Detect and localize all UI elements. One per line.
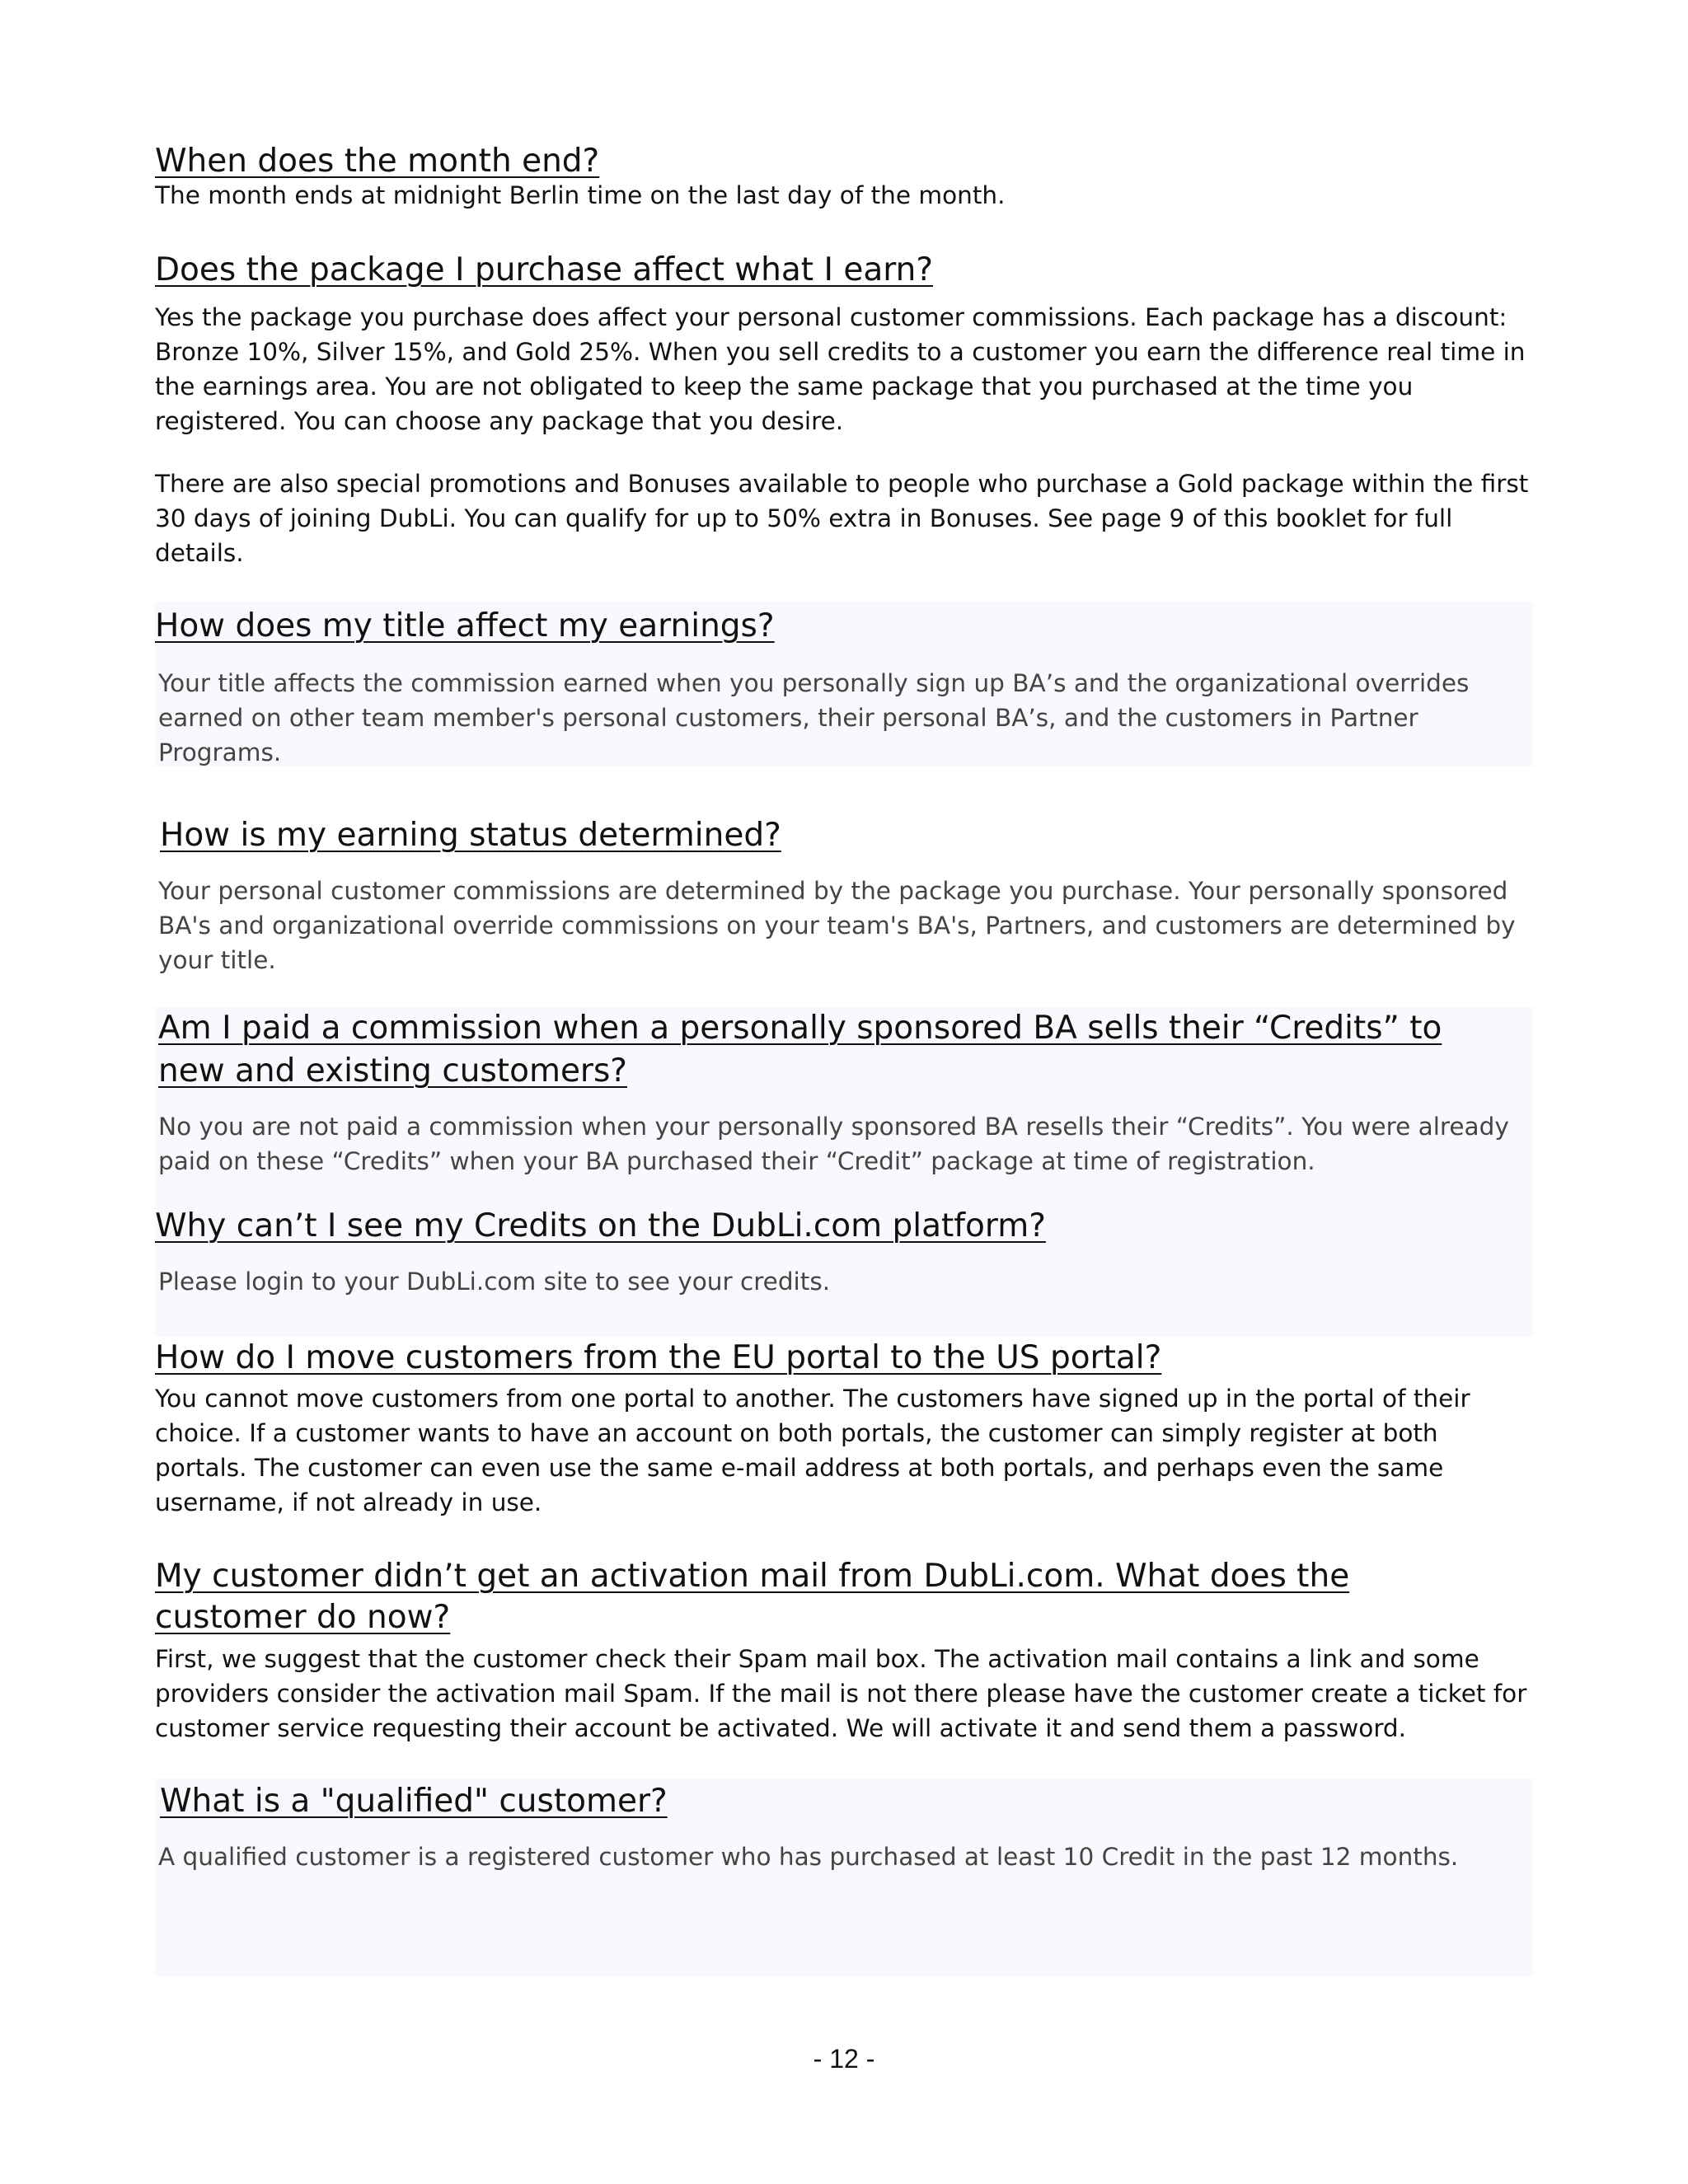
question-heading: What is a "qualified" customer?	[160, 1783, 668, 1820]
answer-text: Yes the package you purchase does affect your personal customer commissions. Each package has a discount: Bronze 10%, Silver 15%, and Gold 25%. When you sell credits to a customer you earn the difference real time in the earnings area. You are not obligated to keep the same package that you purchased at the time you registered. You can choose any package that you desire.	[155, 303, 1526, 435]
question-heading: When does the month end?	[155, 143, 600, 180]
faq-package-earnings	[155, 249, 1533, 570]
faq-month-end	[155, 140, 1533, 213]
answer-text: No you are not paid a commission when your personally sponsored BA resells their “Credits”. You were already paid on these “Credits” when your BA purchased their “Credit” package at time of registration.	[158, 1113, 1509, 1175]
question-heading: How does my title affect my earnings?	[155, 607, 775, 644]
faq-earning-status	[155, 814, 1533, 977]
faq-sponsored-ba-commission	[155, 1007, 1533, 1205]
question-heading: My customer didn’t get an activation mail from DubLi.com. What does the customer do now?	[155, 1558, 1350, 1636]
question-heading: How do I move customers from the EU portal to the US portal?	[155, 1339, 1162, 1376]
answer-text: First, we suggest that the customer check their Spam mail box. The activation mail contains a link and some providers consider the activation mail Spam. If the mail is not there please have the customer create a ticket for customer service requesting their account be activated. We will activate it and send them a password.	[155, 1645, 1527, 1742]
faq-title-earnings	[155, 602, 1533, 766]
question-heading: Does the package I purchase affect what I earn?	[155, 251, 934, 288]
answer-text-2: There are also special promotions and Bonuses available to people who purchase a Gold package within the first 30 days of joining DubLi. You can qualify for up to 50% extra in Bonuses. See page 9 of this booklet for full details.	[155, 470, 1529, 567]
page-number: - 12 -	[813, 2044, 875, 2074]
question-heading: Am I paid a commission when a personally sponsored BA sells their “Credits” to new and existing customers?	[158, 1010, 1442, 1090]
answer-text: Your personal customer commissions are determined by the package you purchase. Your personally sponsored BA's and organizational override commissions on your team's BA's, Partners, and customers are determined by your title.	[158, 877, 1516, 974]
answer-text: Please login to your DubLi.com site to see your credits.	[158, 1268, 831, 1296]
faq-activation-mail	[155, 1556, 1533, 1746]
question-heading: Why can’t I see my Credits on the DubLi.com platform?	[155, 1207, 1046, 1244]
faq-credits-platform	[155, 1205, 1533, 1337]
answer-text: Your title affects the commission earned when you personally sign up BA’s and the organizational overrides earned on other team member's personal customers, their personal BA’s, and the customers in Partner Programs.	[158, 669, 1470, 766]
answer-text: A qualified customer is a registered customer who has purchased at least 10 Credit in the past 12 months.	[158, 1843, 1459, 1871]
faq-move-customers	[155, 1337, 1533, 1520]
question-heading: How is my earning status determined?	[160, 817, 781, 854]
answer-text: You cannot move customers from one portal to another. The customers have signed up in the portal of their choice. If a customer wants to have an account on both portals, the customer can simply register at both portals. The customer can even use the same e-mail address at both portals, and perhaps even the same username, if not already in use.	[155, 1385, 1470, 1516]
answer-text: The month ends at midnight Berlin time on the last day of the month.	[155, 181, 1006, 209]
faq-qualified-customer	[155, 1779, 1533, 1976]
